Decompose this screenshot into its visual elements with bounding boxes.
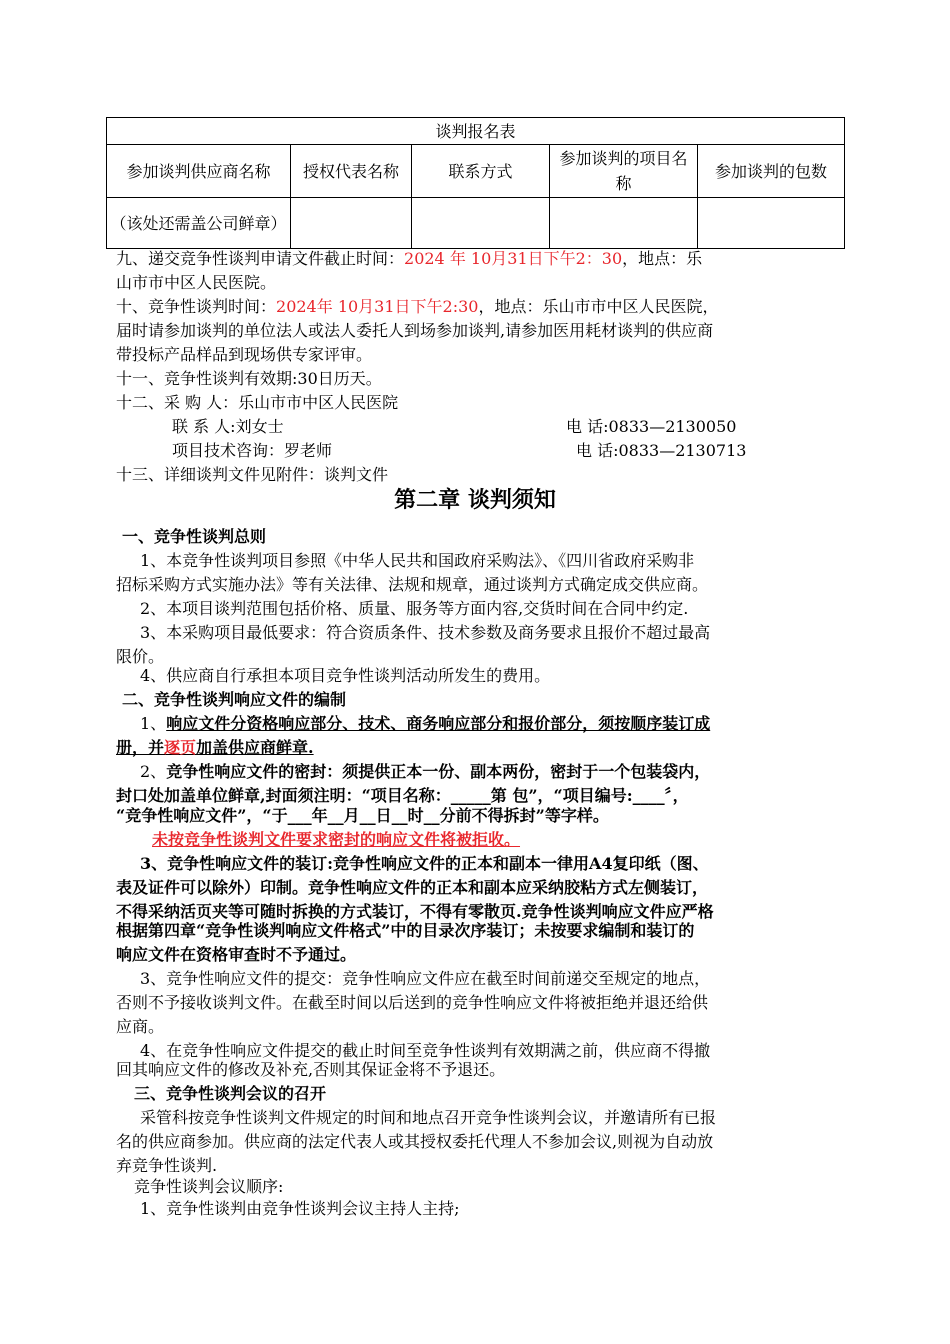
chapter-title: 第二章 谈判须知 (394, 488, 556, 513)
table-cell (550, 198, 698, 249)
paragraph-line: 不得采纳活页夹等可随时拆换的方式装订，不得有零散页.竞争性谈判响应文件应严格 (116, 902, 714, 921)
paragraph-line: 竞争性谈判会议顺序: (134, 1177, 284, 1196)
sec13: 十三、详细谈判文件见附件：谈判文件 (116, 465, 389, 484)
table-cell (291, 198, 412, 249)
section-heading: 一、竞争性谈判总则 (122, 527, 267, 546)
contact-phone: 电 话:0833—2130050 (566, 417, 737, 436)
tech-phone: 电 话:0833—2130713 (576, 441, 747, 460)
table-header-cell: 参加谈判供应商名称 (107, 145, 291, 198)
sec9-line2: 山市市中区人民医院。 (116, 273, 277, 292)
table-title: 谈判报名表 (107, 118, 845, 145)
table-header-cell: 授权代表名称 (291, 145, 412, 198)
contact-person: 联 系 人:刘女士 (172, 417, 284, 436)
paragraph-line: 应商。 (116, 1017, 165, 1036)
paragraph-line: 否则不予接收谈判文件。在截至时间以后送到的竞争性响应文件将被拒绝并退还给供 (116, 993, 709, 1012)
warning-text: 未按竞争性谈判文件要求密封的响应文件将被拒收。 (152, 830, 521, 849)
highlight-text: 逐页 (164, 738, 197, 757)
section-heading: 二、竞争性谈判响应文件的编制 (122, 690, 347, 709)
sec10-line1: 十、竞争性谈判时间：2024年 10月31日下午2:30，地点：乐山市市中区人民医院， (116, 297, 719, 316)
paragraph-line: 3、本采购项目最低要求：符合资质条件、技术参数及商务要求且报价不超过最高 (140, 623, 711, 642)
sec10-line3: 带投标产品样品到现场供专家评审。 (116, 345, 373, 364)
paragraph-line: 1、竞争性谈判由竞争性谈判会议主持人主持; (140, 1199, 460, 1218)
paragraph-line: 1、响应文件分资格响应部分、技术、商务响应部分和报价部分，须按顺序装订成 (140, 714, 711, 733)
sec12-line1: 十二、采 购 人：乐山市市中区人民医院 (116, 393, 399, 412)
tech-consult: 项目技术咨询：罗老师 (172, 441, 333, 460)
paragraph-line: 弃竞争性谈判. (116, 1156, 218, 1175)
section-heading: 三、竞争性谈判会议的召开 (134, 1084, 327, 1103)
table-header-cell: 联系方式 (412, 145, 550, 198)
paragraph-line: 2、本项目谈判范围包括价格、质量、服务等方面内容,交货时间在合同中约定. (140, 599, 689, 618)
table-header-cell: 参加谈判的项目名称 (550, 145, 698, 198)
paragraph-line: 名的供应商参加。供应商的法定代表人或其授权委托代理人不参加会议,则视为自动放 (116, 1132, 714, 1151)
paragraph-line: 4、在竞争性响应文件提交的截止时间至竞争性谈判有效期满之前，供应商不得撤 (140, 1041, 711, 1060)
table-cell (698, 198, 845, 249)
paragraph-line: 招标采购方式实施办法》等有关法律、法规和规章，通过谈判方式确定成交供应商。 (116, 575, 709, 594)
table-header-cell: 参加谈判的包数 (698, 145, 845, 198)
paragraph-line: 1、本竞争性谈判项目参照《中华人民共和国政府采购法》、《四川省政府采购非 (140, 551, 695, 570)
sec9-line1: 九、递交竞争性谈判申请文件截止时间：2024 年 10月31日下午2：30，地点：乐 (116, 249, 703, 268)
paragraph-line: 3、竞争性响应文件的提交：竞争性响应文件应在截至时间前递交至规定的地点， (140, 969, 711, 988)
registration-table (106, 117, 845, 249)
sec11: 十一、竞争性谈判有效期:30日历天。 (116, 369, 382, 388)
paragraph-line: 封口处加盖单位鲜章,封面须注明：“项目名称：_____第 包”，“项目编号:____〞， (116, 786, 689, 805)
paragraph-line: 限价。 (116, 647, 165, 666)
paragraph-line: 回其响应文件的修改及补充,否则其保证金将不予退还。 (116, 1060, 506, 1079)
paragraph-line: 册，并逐页加盖供应商鲜章. (116, 738, 314, 757)
paragraph-line: 4、供应商自行承担本项目竞争性谈判活动所发生的费用。 (140, 666, 551, 685)
paragraph-line: “竞争性响应文件”，“于___年__月__日__时__分前不得拆封”等字样。 (116, 806, 609, 825)
paragraph-line: 采管科按竞争性谈判文件规定的时间和地点召开竞争性谈判会议，并邀请所有已报 (140, 1108, 717, 1127)
paragraph-line: 表及证件可以除外）印制。竞争性响应文件的正本和副本应采纳胶粘方式左侧装订， (116, 878, 709, 897)
table-cell (412, 198, 550, 249)
paragraph-line: 根据第四章“竞争性谈判响应文件格式”中的目录次序装订；未按要求编制和装订的 (116, 921, 695, 940)
paragraph-line: 响应文件在资格审查时不予通过。 (116, 945, 357, 964)
table-cell: （该处还需盖公司鲜章） (107, 198, 291, 249)
sec10-time: 2024年 10月31日下午2:30 (276, 297, 479, 316)
paragraph-line: 3、竞争性响应文件的装订:竞争性响应文件的正本和副本一律用A4复印纸（图、 (140, 854, 709, 873)
paragraph-line: 2、竞争性响应文件的密封：须提供正本一份、副本两份，密封于一个包装袋内， (140, 762, 711, 781)
sec9-deadline: 2024 年 10月31日下午2：30 (404, 249, 623, 268)
sec10-line2: 届时请参加谈判的单位法人或法人委托人到场参加谈判,请参加医用耗材谈判的供应商 (116, 321, 714, 340)
